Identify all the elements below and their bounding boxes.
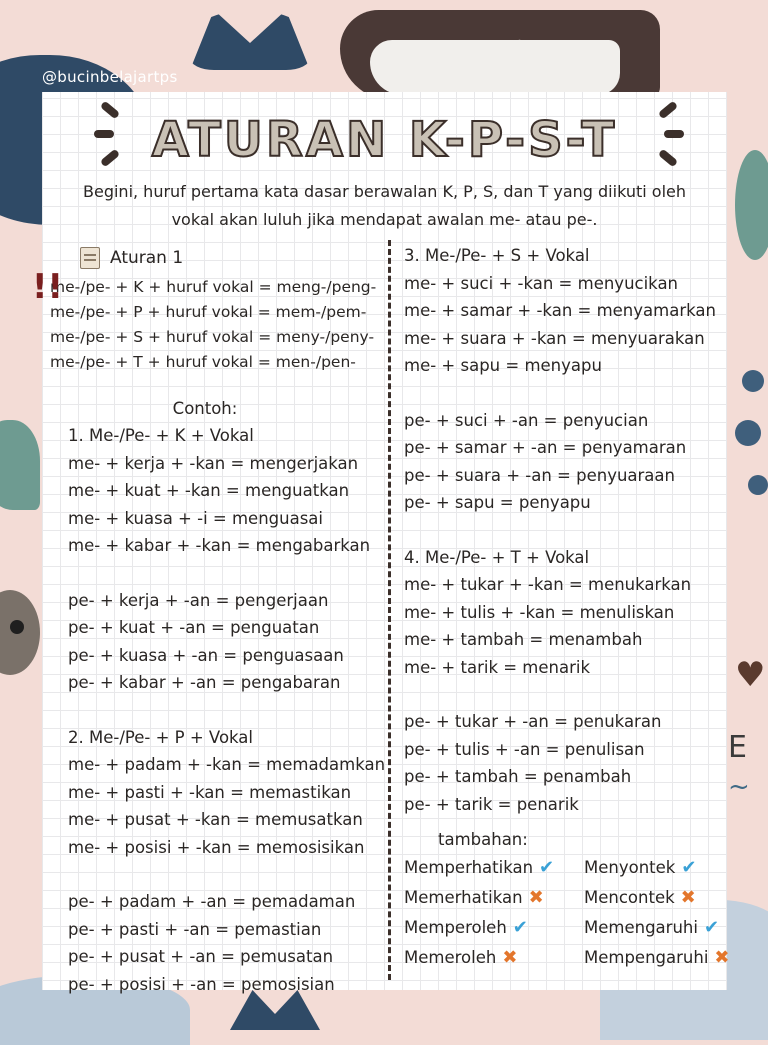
check-icon: ✔ [539,857,555,878]
intro-line: vokal akan luluh jika mendapat awalan me- atau pe-. [171,210,598,229]
leaf-decoration-right [735,150,768,260]
example-line: me- + tulis + -kan = menuliskan [404,602,675,622]
check-icon: ✔ [681,857,697,878]
example-line: pe- + suci + -an = penyucian [404,410,649,430]
example-line: pe- + samar + -an = penyamaran [404,438,687,457]
section-p [50,724,390,999]
rule-line: me-/pe- + K + huruf vokal = meng-/peng- [50,278,377,296]
right-column [404,242,730,972]
example-line: pe- + kuasa + -an = penguasaan [68,645,344,665]
rule-heading-label: Aturan 1 [110,248,184,268]
example-line: me- + posisi + -kan = memosisikan [68,837,365,857]
cross-icon: ✖ [680,887,696,908]
example-line: pe- + kabar + -an = pengabaran [68,673,341,692]
example-line: pe- + tambah = penambah [404,767,632,786]
example-line: pe- + pusat + -an = pemusatan [68,947,334,966]
tambahan-item [584,884,724,912]
example-line: me- + tarik = menarik [404,657,591,677]
contoh-label: Contoh: [172,399,238,418]
tambahan-word: Memperoleh [404,918,507,937]
tambahan-item [584,854,724,882]
tambahan-word: Mempengaruhi [584,948,709,967]
tambahan-label: tambahan: [438,830,528,849]
example-line: pe- + suara + -an = penyuaraan [404,465,675,485]
double-exclamation-icon: !! [32,267,64,307]
scroll-icon [80,247,100,269]
section-heading: 4. Me-/Pe- + T + Vokal [404,547,590,567]
fish-eye-decoration [10,620,24,634]
rule-heading [50,244,390,272]
page-title: ATURAN K-P-S-T [151,112,618,168]
tambahan-item [404,884,584,912]
tambahan-word: Mencontek [584,888,675,907]
example-line: me- + pasti + -kan = memastikan [68,782,352,802]
tambahan-grid [404,854,730,972]
tambahan-word: Memeroleh [404,948,497,967]
title-row [42,108,727,172]
dot-decoration [748,475,768,495]
letter-decoration: E [728,730,747,765]
tambahan-item [404,854,584,882]
example-line: pe- + kuat + -an = penguatan [68,618,320,637]
section-heading: 2. Me-/Pe- + P + Vokal [68,727,253,747]
note-paper [32,92,730,994]
rule-list [32,267,390,375]
whale-tail-decoration [190,10,310,70]
example-line: me- + tukar + -kan = menukarkan [404,575,692,594]
intro-line: Begini, huruf pertama kata dasar berawalan K, P, S, dan T yang diikuti oleh [83,182,686,201]
example-line: pe- + tukar + -an = penukaran [404,712,662,731]
cross-icon: ✖ [714,947,730,968]
example-line: me- + pusat + -kan = memusatkan [68,810,363,829]
tambahan-item [584,914,724,942]
example-line: me- + samar + -kan = menyamarkan [404,301,716,320]
heart-icon: ♥ [735,655,766,695]
example-line: pe- + pasti + -an = pemastian [68,919,322,939]
tambahan-word: Memengaruhi [584,918,698,937]
rule-line: me-/pe- + T + huruf vokal = men-/pen- [50,353,356,371]
cross-icon: ✖ [502,947,518,968]
check-icon: ✔ [512,917,528,938]
squiggle-decoration: ~ [728,772,750,802]
section-heading: 3. Me-/Pe- + S + Vokal [404,246,590,265]
example-line: me- + kabar + -kan = mengabarkan [68,536,371,555]
example-line: pe- + kerja + -an = pengerjaan [68,590,329,610]
dot-decoration [735,420,761,446]
example-line: me- + padam + -kan = memadamkan [68,755,386,774]
example-line: me- + kerja + -kan = mengerjakan [68,453,359,473]
example-line: me- + suara + -kan = menyuarakan [404,328,705,348]
dot-decoration [742,370,764,392]
tambahan-word: Menyontek [584,858,676,877]
check-icon: ✔ [703,917,720,938]
rule-line: me-/pe- + P + huruf vokal = mem-/pem- [50,303,367,321]
note-label: NOTE [428,33,530,80]
leaf-decoration-left [0,420,40,510]
example-line: pe- + padam + -an = pemadaman [68,892,356,911]
tambahan-item [584,944,730,972]
example-line: pe- + tarik = penarik [404,794,579,814]
example-line: me- + kuasa + -i = menguasai [68,508,324,528]
example-line: pe- + posisi + -an = pemosisian [68,974,335,994]
rule-line: me-/pe- + S + huruf vokal = meny-/peny- [50,328,375,346]
section-t [404,544,724,819]
example-line: me- + suci + -kan = menyucikan [404,273,679,293]
example-line: me- + kuat + -kan = menguatkan [68,481,350,500]
section-heading: 1. Me-/Pe- + K + Vokal [68,426,254,445]
cross-icon: ✖ [528,887,544,908]
sparkle-icon [648,104,688,164]
intro-text [48,178,721,234]
example-line: pe- + tulis + -an = penulisan [404,739,645,759]
author-handle: @bucinbelajartps [42,68,178,86]
tambahan-item [404,944,584,972]
tambahan-word: Memperhatikan [404,858,534,877]
section-s [404,242,724,544]
example-line: pe- + sapu = penyapu [404,493,591,512]
section-k [50,422,390,724]
tambahan-word: Memerhatikan [404,888,523,907]
example-line: me- + tambah = menambah [404,630,643,649]
tambahan-item [404,914,584,942]
example-line: me- + sapu = menyapu [404,356,602,375]
left-column [32,244,390,998]
